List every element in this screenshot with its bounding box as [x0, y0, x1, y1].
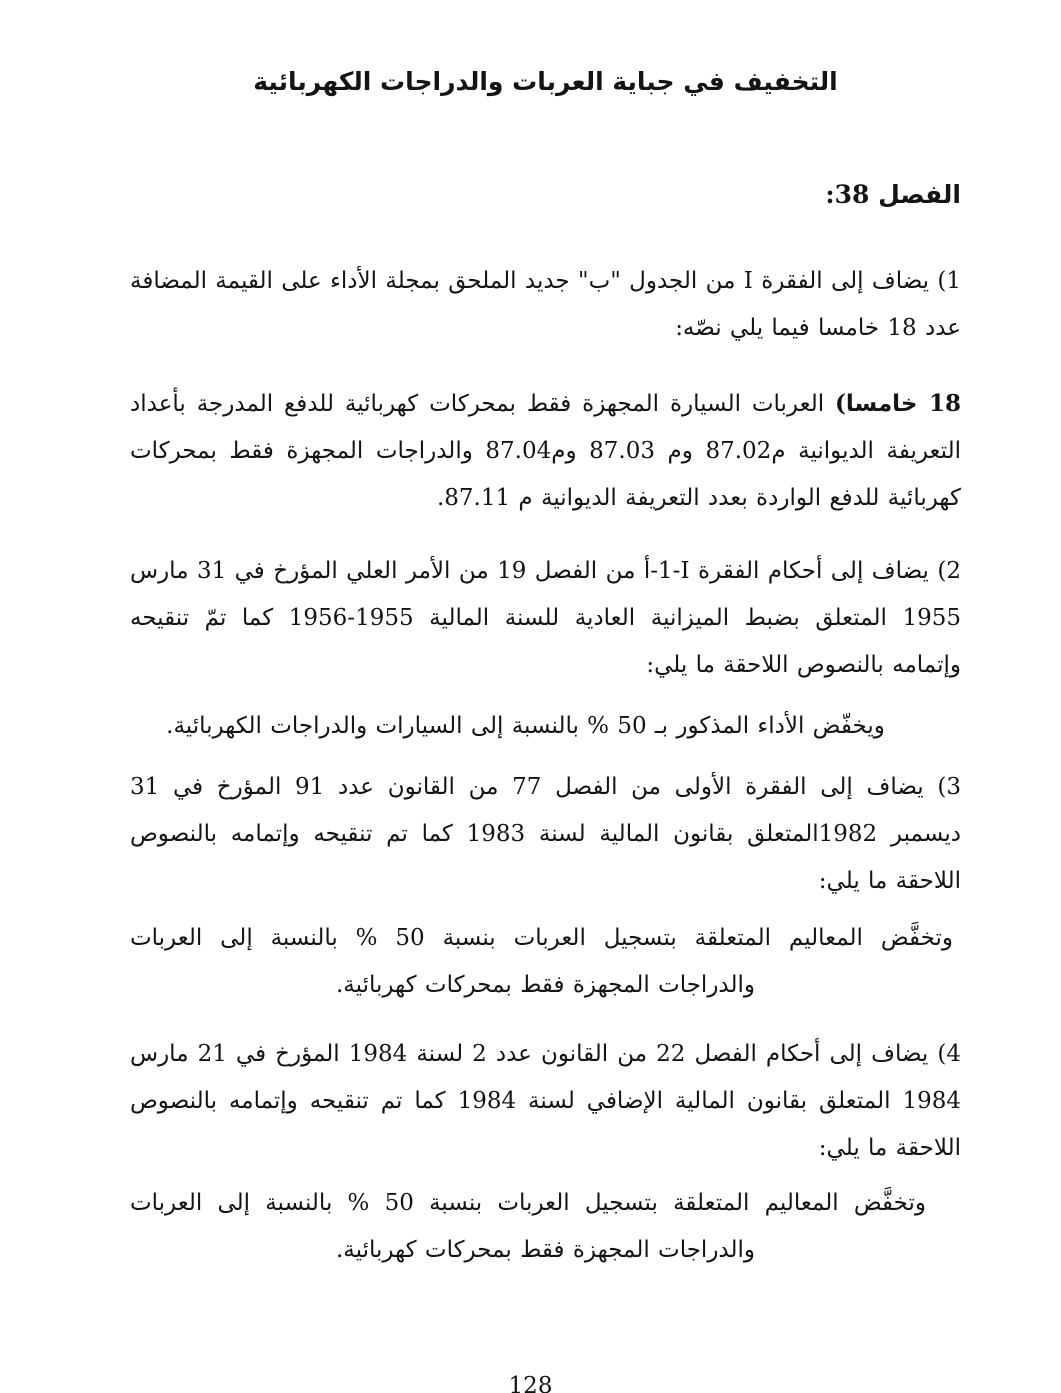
- clause-2-bold-prefix: 18 خامسا): [835, 390, 961, 417]
- document-content: [130, 0, 961, 1274]
- clause-6-reduction-statement: وتخفَّض المعاليم المتعلقة بتسجيل العربات بنسبة 50 % بالنسبة إلى العربات والدراجات المجهزة فقط بمحركات كهربائية.: [130, 925, 953, 998]
- clause-7: 4) يضاف إلى أحكام الفصل 22 من القانون عدد 2 لسنة 1984 المؤرخ في 21 مارس 1984 المتعلق بقانون المالية الإضافي لسنة 1984 كما تم تنقيحه وإتمامه بالنصوص اللاحقة ما يلي:: [130, 1041, 961, 1161]
- clause-4-reduction-statement: ويخفّض الأداء المذكور بـ 50 % بالنسبة إلى السيارات والدراجات الكهربائية.: [166, 713, 885, 739]
- clause-2-18-khamissa: [130, 380, 961, 522]
- page-number: 128: [508, 1373, 553, 1393]
- clause-3: 2) يضاف إلى أحكام الفقرة I‏-1-‏أ من الفصل 19 من الأمر العلي المؤرخ في 31 مارس 1955 المتعلق بضبط الميزانية العادية للسنة المالية 1955‏-‏1956 كما تمّ تنقيحه وإتمامه بالنصوص اللاحقة ما يلي:: [130, 558, 961, 678]
- clause-2-text: العربات السيارة المجهزة فقط بمحركات كهربائية للدفع المدرجة بأعداد التعريفة الديوانية م87.02 وم 87.03 وم87.04 والدراجات المجهزة فقط بمحركات كهربائية للدفع الواردة بعدد التعريفة الديوانية م 87.11.: [130, 391, 961, 511]
- chapter-38-heading: الفصل 38:: [825, 180, 961, 209]
- clause-5: 3) يضاف إلى الفقرة الأولى من الفصل 77 من القانون عدد 91 المؤرخ في 31 ديسمبر 1982المتعلق بقانون المالية لسنة 1983 كما تم تنقيحه وإتمامه بالنصوص اللاحقة ما يلي:: [130, 774, 961, 894]
- clause-8-reduction-statement: وتخفَّض المعاليم المتعلقة بتسجيل العربات بنسبة 50 % بالنسبة إلى العربات والدراجات المجهزة فقط بمحركات كهربائية.: [130, 1190, 927, 1263]
- document-title: التخفيف في جباية العربات والدراجات الكهربائية: [253, 67, 838, 96]
- clause-1: 1) يضاف إلى الفقرة I من الجدول "ب" جديد الملحق بمجلة الأداء على القيمة المضافة عدد 18 خامسا فيما يلي نصّه:: [130, 268, 962, 341]
